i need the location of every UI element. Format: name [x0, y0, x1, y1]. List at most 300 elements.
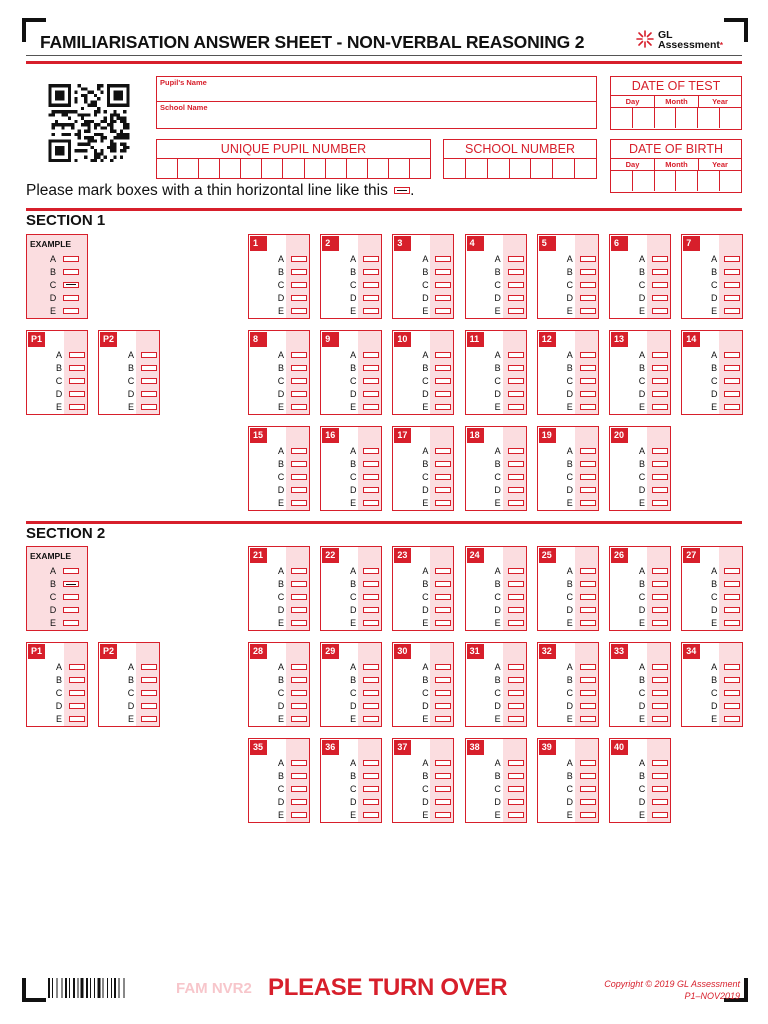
- date-of-birth-label: DATE OF BIRTH: [611, 140, 741, 159]
- option-box[interactable]: [580, 282, 596, 288]
- option-box[interactable]: [363, 295, 379, 301]
- option-box[interactable]: [580, 664, 596, 670]
- option-box[interactable]: [652, 607, 668, 613]
- option-box[interactable]: [363, 365, 379, 371]
- option-row: [275, 496, 309, 509]
- option-box[interactable]: [580, 474, 596, 480]
- option-box[interactable]: [508, 568, 524, 574]
- option-box[interactable]: [724, 568, 740, 574]
- option-box[interactable]: [363, 716, 379, 722]
- option-box[interactable]: [291, 500, 307, 506]
- option-box[interactable]: [652, 786, 668, 792]
- option-box[interactable]: [435, 773, 451, 779]
- option-box[interactable]: [652, 677, 668, 683]
- option-letter: D: [349, 796, 357, 807]
- option-box[interactable]: [580, 461, 596, 467]
- option-box[interactable]: [580, 716, 596, 722]
- option-box[interactable]: [435, 664, 451, 670]
- option-box[interactable]: [141, 391, 157, 397]
- option-box[interactable]: [435, 607, 451, 613]
- option-box[interactable]: [291, 378, 307, 384]
- option-box[interactable]: [508, 404, 524, 410]
- option-box[interactable]: [652, 256, 668, 262]
- option-box[interactable]: [508, 256, 524, 262]
- option-box[interactable]: [580, 786, 596, 792]
- option-box[interactable]: [435, 581, 451, 587]
- option-box[interactable]: [363, 269, 379, 275]
- option-box[interactable]: [652, 773, 668, 779]
- option-box[interactable]: [652, 703, 668, 709]
- question-box: [465, 234, 527, 319]
- option-box[interactable]: [652, 378, 668, 384]
- logo-trademark: *: [719, 41, 723, 50]
- option-box[interactable]: [508, 500, 524, 506]
- option-box[interactable]: [724, 690, 740, 696]
- option-box[interactable]: [580, 256, 596, 262]
- option-box[interactable]: [652, 295, 668, 301]
- option-box[interactable]: [580, 568, 596, 574]
- option-box[interactable]: [435, 690, 451, 696]
- option-letter: E: [566, 305, 573, 316]
- option-box[interactable]: [291, 282, 307, 288]
- option-box[interactable]: [363, 282, 379, 288]
- option-box[interactable]: [363, 664, 379, 670]
- option-letter: C: [349, 591, 357, 602]
- option-box[interactable]: [580, 378, 596, 384]
- option-box[interactable]: [724, 352, 740, 358]
- option-row: [492, 687, 526, 700]
- option-box[interactable]: [291, 461, 307, 467]
- option-box[interactable]: [291, 487, 307, 493]
- option-box[interactable]: [363, 690, 379, 696]
- option-row: [53, 687, 87, 700]
- option-box[interactable]: [724, 365, 740, 371]
- option-letter: D: [277, 484, 285, 495]
- option-box[interactable]: [291, 799, 307, 805]
- option-box[interactable]: [724, 378, 740, 384]
- option-row: [419, 578, 453, 591]
- option-box[interactable]: [291, 607, 307, 613]
- option-box[interactable]: [652, 352, 668, 358]
- option-letter: B: [711, 579, 718, 590]
- option-box[interactable]: [435, 256, 451, 262]
- option-box[interactable]: [69, 404, 85, 410]
- option-box[interactable]: [291, 448, 307, 454]
- option-box[interactable]: [508, 664, 524, 670]
- option-row: [492, 279, 526, 292]
- option-box[interactable]: [580, 295, 596, 301]
- option-box[interactable]: [508, 773, 524, 779]
- option-box[interactable]: [291, 594, 307, 600]
- option-box[interactable]: [363, 760, 379, 766]
- option-box[interactable]: [652, 308, 668, 314]
- option-box[interactable]: [580, 677, 596, 683]
- option-letter: D: [494, 604, 501, 615]
- option-box[interactable]: [435, 716, 451, 722]
- option-row: [564, 471, 598, 484]
- option-box[interactable]: [435, 474, 451, 480]
- option-box[interactable]: [652, 448, 668, 454]
- option-box[interactable]: [652, 474, 668, 480]
- option-box[interactable]: [363, 620, 379, 626]
- question-box: [609, 330, 671, 415]
- option-box[interactable]: [580, 365, 596, 371]
- option-box[interactable]: [508, 703, 524, 709]
- option-row: [708, 291, 742, 304]
- option-box[interactable]: [291, 760, 307, 766]
- option-box[interactable]: [291, 812, 307, 818]
- option-box[interactable]: [69, 716, 85, 722]
- option-letter: C: [494, 375, 501, 386]
- school-number-cells[interactable]: [444, 159, 596, 178]
- option-box[interactable]: [580, 773, 596, 779]
- option-box[interactable]: [69, 677, 85, 683]
- option-box[interactable]: [363, 581, 379, 587]
- option-box[interactable]: [652, 594, 668, 600]
- option-box[interactable]: [508, 760, 524, 766]
- option-box[interactable]: [291, 620, 307, 626]
- option-box[interactable]: [508, 461, 524, 467]
- option-letter: E: [49, 305, 56, 316]
- option-box[interactable]: [291, 308, 307, 314]
- option-box[interactable]: [652, 365, 668, 371]
- option-box[interactable]: [435, 391, 451, 397]
- question-box: [609, 426, 671, 511]
- option-box[interactable]: [724, 703, 740, 709]
- option-box[interactable]: [69, 664, 85, 670]
- option-box[interactable]: [435, 760, 451, 766]
- option-box[interactable]: [291, 269, 307, 275]
- option-box[interactable]: [291, 773, 307, 779]
- option-box[interactable]: [291, 677, 307, 683]
- option-box[interactable]: [435, 404, 451, 410]
- option-letter: A: [277, 350, 284, 361]
- option-box[interactable]: [652, 581, 668, 587]
- option-box[interactable]: [141, 716, 157, 722]
- option-box[interactable]: [580, 703, 596, 709]
- option-box[interactable]: [508, 690, 524, 696]
- option-box[interactable]: [724, 282, 740, 288]
- unique-pupil-number-box: [156, 139, 431, 179]
- option-box[interactable]: [435, 812, 451, 818]
- option-box[interactable]: [652, 760, 668, 766]
- option-box[interactable]: [435, 677, 451, 683]
- option-row: [492, 616, 526, 629]
- option-box[interactable]: [580, 269, 596, 275]
- option-box[interactable]: [724, 664, 740, 670]
- option-box[interactable]: [724, 269, 740, 275]
- option-row: [347, 770, 381, 783]
- option-letter: E: [277, 713, 284, 724]
- option-box[interactable]: [580, 352, 596, 358]
- option-box[interactable]: [652, 269, 668, 275]
- option-box[interactable]: [508, 474, 524, 480]
- option-box[interactable]: [291, 295, 307, 301]
- option-box[interactable]: [69, 690, 85, 696]
- option-box[interactable]: [580, 620, 596, 626]
- option-box[interactable]: [508, 581, 524, 587]
- option-box[interactable]: [580, 799, 596, 805]
- option-box[interactable]: [141, 404, 157, 410]
- option-row: [125, 712, 159, 725]
- option-letter: E: [422, 497, 429, 508]
- option-box[interactable]: [724, 594, 740, 600]
- option-box[interactable]: [652, 568, 668, 574]
- option-box[interactable]: [435, 594, 451, 600]
- pupil-name-field[interactable]: [156, 76, 597, 102]
- option-box[interactable]: [508, 620, 524, 626]
- option-box[interactable]: [363, 500, 379, 506]
- option-row: [708, 687, 742, 700]
- option-row: [125, 387, 159, 400]
- option-letter: B: [277, 267, 284, 278]
- option-row: [564, 661, 598, 674]
- option-letter: A: [422, 254, 429, 265]
- option-box[interactable]: [291, 581, 307, 587]
- header-rule-thin: [26, 55, 742, 56]
- option-row: [275, 770, 309, 783]
- option-box[interactable]: [291, 786, 307, 792]
- option-box[interactable]: [363, 487, 379, 493]
- option-letter: E: [127, 401, 134, 412]
- option-row: [347, 291, 381, 304]
- option-box[interactable]: [652, 716, 668, 722]
- option-row: [419, 795, 453, 808]
- option-box[interactable]: [652, 620, 668, 626]
- option-box[interactable]: [724, 404, 740, 410]
- option-box[interactable]: [652, 404, 668, 410]
- option-box[interactable]: [435, 365, 451, 371]
- option-box[interactable]: [508, 378, 524, 384]
- option-letter: E: [566, 617, 573, 628]
- option-letter: D: [49, 604, 57, 615]
- option-box[interactable]: [363, 786, 379, 792]
- option-box[interactable]: [508, 812, 524, 818]
- option-box[interactable]: [508, 282, 524, 288]
- option-row: [347, 400, 381, 413]
- option-box[interactable]: [508, 716, 524, 722]
- option-letter: D: [494, 388, 501, 399]
- option-box[interactable]: [724, 607, 740, 613]
- option-box[interactable]: [363, 256, 379, 262]
- option-row: [47, 591, 81, 604]
- option-box[interactable]: [435, 269, 451, 275]
- option-box[interactable]: [508, 786, 524, 792]
- question-number: 19: [539, 428, 556, 443]
- option-letter: E: [711, 401, 718, 412]
- option-box[interactable]: [652, 391, 668, 397]
- option-box[interactable]: [363, 474, 379, 480]
- option-box[interactable]: [652, 500, 668, 506]
- option-row: [275, 712, 309, 725]
- option-row: [419, 458, 453, 471]
- option-box[interactable]: [69, 703, 85, 709]
- option-box[interactable]: [291, 404, 307, 410]
- option-box[interactable]: [652, 812, 668, 818]
- option-box[interactable]: [724, 256, 740, 262]
- option-box[interactable]: [363, 773, 379, 779]
- option-box[interactable]: [508, 352, 524, 358]
- option-box[interactable]: [508, 487, 524, 493]
- option-row: [564, 458, 598, 471]
- option-box[interactable]: [291, 568, 307, 574]
- option-box[interactable]: [141, 352, 157, 358]
- option-box[interactable]: [724, 620, 740, 626]
- option-box[interactable]: [363, 391, 379, 397]
- school-name-field[interactable]: [156, 102, 597, 129]
- option-row: [347, 674, 381, 687]
- option-box[interactable]: [363, 308, 379, 314]
- option-box[interactable]: [724, 677, 740, 683]
- option-row: [564, 712, 598, 725]
- unique-pupil-number-cells[interactable]: [157, 159, 430, 178]
- option-box[interactable]: [580, 391, 596, 397]
- option-box[interactable]: [652, 282, 668, 288]
- option-box[interactable]: [435, 448, 451, 454]
- option-box[interactable]: [508, 607, 524, 613]
- option-box[interactable]: [291, 664, 307, 670]
- option-box[interactable]: [69, 378, 85, 384]
- option-box[interactable]: [435, 378, 451, 384]
- option-box[interactable]: [652, 799, 668, 805]
- option-box[interactable]: [141, 365, 157, 371]
- option-box[interactable]: [580, 308, 596, 314]
- option-box[interactable]: [508, 269, 524, 275]
- option-box[interactable]: [652, 664, 668, 670]
- option-letter: B: [638, 363, 645, 374]
- option-row: [708, 674, 742, 687]
- option-row: [492, 387, 526, 400]
- option-letter: B: [638, 267, 645, 278]
- option-box[interactable]: [363, 799, 379, 805]
- option-letter: A: [277, 758, 284, 769]
- option-box[interactable]: [363, 677, 379, 683]
- option-box[interactable]: [580, 812, 596, 818]
- option-letter: E: [49, 617, 56, 628]
- option-box[interactable]: [291, 365, 307, 371]
- option-box[interactable]: [580, 404, 596, 410]
- option-box[interactable]: [508, 391, 524, 397]
- option-box[interactable]: [363, 448, 379, 454]
- option-box[interactable]: [435, 487, 451, 493]
- option-box[interactable]: [435, 295, 451, 301]
- option-box[interactable]: [435, 799, 451, 805]
- question-number: 20: [611, 428, 628, 443]
- option-box[interactable]: [141, 690, 157, 696]
- option-letter: D: [638, 292, 646, 303]
- option-box[interactable]: [363, 594, 379, 600]
- option-box[interactable]: [291, 474, 307, 480]
- option-box[interactable]: [508, 295, 524, 301]
- option-box[interactable]: [435, 620, 451, 626]
- option-box[interactable]: [363, 607, 379, 613]
- option-box[interactable]: [580, 760, 596, 766]
- option-box[interactable]: [363, 812, 379, 818]
- option-box[interactable]: [435, 461, 451, 467]
- question-number: 8: [250, 332, 267, 347]
- option-box[interactable]: [291, 703, 307, 709]
- question-number: 28: [250, 644, 267, 659]
- option-box[interactable]: [435, 786, 451, 792]
- option-box[interactable]: [69, 365, 85, 371]
- option-box[interactable]: [291, 352, 307, 358]
- option-box[interactable]: [363, 703, 379, 709]
- option-box[interactable]: [580, 607, 596, 613]
- option-box[interactable]: [580, 594, 596, 600]
- option-box[interactable]: [363, 404, 379, 410]
- option-box[interactable]: [652, 690, 668, 696]
- question-number: 36: [322, 740, 339, 755]
- option-box[interactable]: [141, 677, 157, 683]
- option-box[interactable]: [291, 690, 307, 696]
- option-box[interactable]: [580, 448, 596, 454]
- example-question-box: [26, 546, 88, 631]
- option-letter: A: [49, 254, 56, 265]
- option-box[interactable]: [580, 581, 596, 587]
- option-box[interactable]: [652, 461, 668, 467]
- option-box[interactable]: [291, 391, 307, 397]
- option-box[interactable]: [69, 352, 85, 358]
- option-box[interactable]: [508, 677, 524, 683]
- option-box[interactable]: [508, 799, 524, 805]
- option-box[interactable]: [291, 256, 307, 262]
- option-box: [63, 620, 79, 626]
- option-box[interactable]: [141, 378, 157, 384]
- option-box[interactable]: [69, 391, 85, 397]
- sample-mark-icon: [394, 187, 410, 194]
- question-box: [248, 234, 310, 319]
- option-box[interactable]: [435, 568, 451, 574]
- option-box[interactable]: [291, 716, 307, 722]
- option-box[interactable]: [141, 703, 157, 709]
- option-box[interactable]: [724, 716, 740, 722]
- option-box[interactable]: [724, 581, 740, 587]
- option-box[interactable]: [508, 448, 524, 454]
- option-box[interactable]: [508, 365, 524, 371]
- option-box[interactable]: [435, 352, 451, 358]
- option-box[interactable]: [508, 308, 524, 314]
- question-box: [465, 738, 527, 823]
- option-box[interactable]: [363, 378, 379, 384]
- question-number: 6: [611, 236, 628, 251]
- option-letter: B: [277, 459, 284, 470]
- date-of-birth-cells[interactable]: [611, 171, 741, 191]
- question-box: [537, 426, 599, 511]
- option-box[interactable]: [363, 461, 379, 467]
- option-box[interactable]: [724, 308, 740, 314]
- date-of-test-cells[interactable]: [611, 108, 741, 128]
- option-box[interactable]: [435, 308, 451, 314]
- option-letter: A: [277, 254, 284, 265]
- option-box[interactable]: [580, 487, 596, 493]
- option-box[interactable]: [580, 500, 596, 506]
- option-box[interactable]: [724, 391, 740, 397]
- option-box[interactable]: [652, 487, 668, 493]
- option-row: [125, 375, 159, 388]
- option-box[interactable]: [363, 568, 379, 574]
- option-letter: B: [55, 363, 62, 374]
- option-box[interactable]: [724, 295, 740, 301]
- option-box[interactable]: [435, 282, 451, 288]
- option-box[interactable]: [141, 664, 157, 670]
- option-box[interactable]: [508, 594, 524, 600]
- option-box[interactable]: [435, 703, 451, 709]
- option-letter: B: [49, 579, 56, 590]
- option-box[interactable]: [580, 690, 596, 696]
- option-box[interactable]: [435, 500, 451, 506]
- option-box[interactable]: [363, 352, 379, 358]
- option-letter: D: [638, 388, 646, 399]
